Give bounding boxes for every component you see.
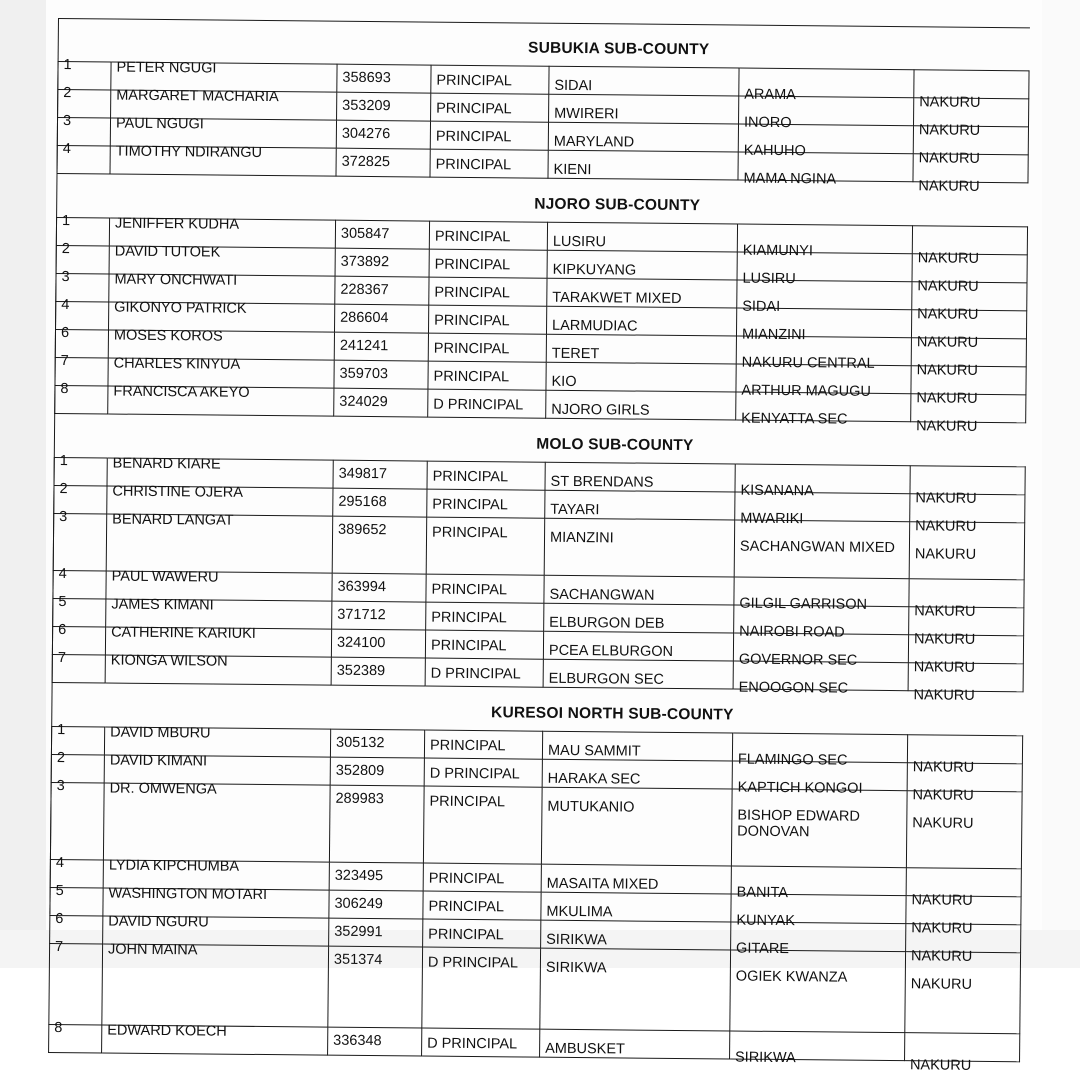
cell-no: 4 <box>62 141 71 158</box>
cell-tsc: 286604 <box>340 309 389 327</box>
cell-county: NAKURU <box>914 603 976 620</box>
cell-tsc: 295168 <box>338 493 387 511</box>
cell-from: HARAKA SEC <box>547 770 641 788</box>
cell-name: FRANCISCA AKEYO <box>113 383 250 401</box>
cell-from: NJORO GIRLS <box>551 401 650 419</box>
cell-from: AMBUSKET <box>545 1040 625 1058</box>
cell-name: CHRISTINE OJERA <box>112 483 244 501</box>
cell-designation: D PRINCIPAL <box>427 954 519 972</box>
cell-no: 1 <box>63 57 72 74</box>
cell-designation: PRINCIPAL <box>434 284 510 302</box>
cell-no: 3 <box>62 113 72 130</box>
cell-to: SIDAI <box>742 298 781 315</box>
cell-to: KISANANA <box>740 482 814 500</box>
cell-county: NAKURU <box>918 122 981 139</box>
cell-no: 6 <box>58 622 67 639</box>
cell-from: MIANZINI <box>549 529 614 547</box>
cell-from: LUSIRU <box>552 233 607 251</box>
cell-tsc: 324029 <box>339 393 388 411</box>
cell-county: NAKURU <box>917 278 979 295</box>
cell-designation: PRINCIPAL <box>436 100 512 118</box>
cell-designation: PRINCIPAL <box>432 468 509 486</box>
cell-name: BENARD KIARE <box>112 455 221 473</box>
cell-to: MWARIKI <box>740 510 804 528</box>
cell-to: NAKURU CENTRAL <box>741 354 875 372</box>
cell-designation: PRINCIPAL <box>429 737 506 755</box>
cell-name: CATHERINE KARIUKI <box>111 624 256 642</box>
cell-from: MARYLAND <box>553 133 635 151</box>
section-title: SUBUKIA SUB-COUNTY <box>528 39 710 59</box>
cell-tsc: 289983 <box>335 790 384 808</box>
cell-tsc: 352809 <box>335 762 385 780</box>
cell-name: LYDIA KIPCHUMBA <box>108 857 240 875</box>
cell-tsc: 324100 <box>336 634 386 652</box>
cell-county: NAKURU <box>913 659 976 676</box>
cell-from: MAU SAMMIT <box>547 742 641 760</box>
cell-from: MWIRERI <box>554 105 619 123</box>
cell-from: LARMUDIAC <box>551 317 638 335</box>
cell-name: GIKONYO PATRICK <box>114 299 247 317</box>
cell-to: SACHANGWAN MIXED <box>739 538 895 557</box>
cell-no: 6 <box>60 325 70 342</box>
cell-county: NAKURU <box>912 815 974 832</box>
cell-from: SIRIKWA <box>545 959 607 977</box>
cell-county: NAKURU <box>916 362 978 379</box>
cell-to: FLAMINGO SEC <box>737 751 848 769</box>
cell-from: KIENI <box>553 161 592 179</box>
cell-tsc: 336348 <box>333 1032 382 1050</box>
cell-to: KIAMUNYI <box>742 242 813 260</box>
cell-no: 1 <box>61 213 71 230</box>
cell-tsc: 389652 <box>338 521 387 539</box>
cell-county: NAKURU <box>916 390 978 407</box>
cell-to: KUNYAK <box>736 912 796 930</box>
cell-designation: PRINCIPAL <box>435 156 512 174</box>
cell-designation: PRINCIPAL <box>433 368 510 386</box>
cell-from: SIRIKWA <box>546 931 607 949</box>
cell-to: INORO <box>743 114 792 132</box>
cell-tsc: 241241 <box>339 337 389 355</box>
cell-designation: PRINCIPAL <box>428 926 504 944</box>
cell-tsc: 372825 <box>341 153 391 171</box>
cell-county: NAKURU <box>910 976 973 993</box>
cell-no: 8 <box>60 381 69 398</box>
cell-designation: PRINCIPAL <box>434 228 511 246</box>
cell-to: KAHUHO <box>743 142 806 160</box>
cell-no: 4 <box>58 566 67 583</box>
cell-name: CHARLES KINYUA <box>113 355 241 373</box>
cell-no: 4 <box>61 297 70 314</box>
cell-name: WASHINGTON MOTARI <box>108 885 268 904</box>
table-row <box>50 783 1023 869</box>
cell-name: EDWARD KOECH <box>107 1022 227 1040</box>
cell-no: 3 <box>56 778 65 795</box>
section-title: KURESOI NORTH SUB-COUNTY <box>491 704 734 724</box>
cell-no: 1 <box>59 453 68 470</box>
cell-name: DR. OMWENGA <box>109 780 217 798</box>
cell-no: 4 <box>55 855 65 872</box>
cell-tsc: 352389 <box>336 662 386 680</box>
cell-county: NAKURU <box>918 150 981 167</box>
cell-to: LUSIRU <box>742 270 796 288</box>
cell-name: MARGARET MACHARIA <box>116 87 279 106</box>
cell-no: 5 <box>58 594 67 611</box>
section-title: MOLO SUB-COUNTY <box>536 435 694 455</box>
cell-from: SIDAI <box>554 77 593 95</box>
cell-designation: PRINCIPAL <box>434 312 510 330</box>
cell-name: JENIFFER KUDHA <box>114 215 240 233</box>
cell-county: NAKURU <box>917 250 980 267</box>
cell-designation: PRINCIPAL <box>431 609 507 627</box>
cell-county: NAKURU <box>912 787 974 804</box>
scan-right-margin <box>1042 0 1080 968</box>
cell-county: NAKURU <box>909 1057 972 1074</box>
cell-county: NAKURU <box>919 94 981 111</box>
cell-designation: PRINCIPAL <box>428 870 505 888</box>
cell-no: 2 <box>59 481 68 498</box>
cell-name: TIMOTHY NDIRANGU <box>115 143 263 161</box>
document-sheet <box>49 18 1030 1074</box>
cell-no: 7 <box>57 650 67 667</box>
cell-county: NAKURU <box>918 178 980 195</box>
cell-to: KAPTICH KONGOI <box>737 779 863 797</box>
cell-tsc: 228367 <box>340 281 389 299</box>
cell-to: MIANZINI <box>741 326 806 344</box>
cell-tsc: 349817 <box>338 465 388 483</box>
cell-county: NAKURU <box>917 306 979 323</box>
cell-from: TERET <box>551 345 600 363</box>
cell-from: ST BRENDANS <box>550 473 654 491</box>
cell-designation: PRINCIPAL <box>434 256 511 274</box>
cell-from: SACHANGWAN <box>549 586 655 604</box>
cell-name: DAVID KIMANI <box>109 752 208 770</box>
cell-from: MASAITA MIXED <box>546 875 659 893</box>
cell-tsc: 352991 <box>334 923 383 941</box>
cell-designation: D PRINCIPAL <box>430 665 521 683</box>
cell-tsc: 351374 <box>333 951 383 969</box>
cell-county: NAKURU <box>911 920 973 937</box>
cell-no: 6 <box>55 911 64 928</box>
cell-designation: PRINCIPAL <box>431 581 508 599</box>
cell-name: JAMES KIMANI <box>111 596 214 614</box>
cell-name: DAVID NGURU <box>108 913 209 931</box>
cell-tsc: 371712 <box>337 606 386 624</box>
cell-from: ELBURGON DEB <box>549 614 665 632</box>
cell-no: 2 <box>56 750 66 767</box>
cell-county: NAKURU <box>912 759 975 776</box>
cell-to: ARTHUR MAGUGU <box>741 382 871 400</box>
cell-to: SIRIKWA <box>734 1049 796 1067</box>
cell-no: 7 <box>55 939 64 956</box>
cell-tsc: 359703 <box>339 365 389 383</box>
cell-name: KIONGA WILSON <box>110 652 228 670</box>
cell-from: TAYARI <box>550 501 600 519</box>
cell-name: DAVID TUTOEK <box>114 243 221 261</box>
cell-no: 7 <box>60 353 69 370</box>
transfer-table <box>48 18 1030 1074</box>
cell-no: 3 <box>59 509 68 526</box>
cell-to: NAIROBI ROAD <box>739 623 845 641</box>
table-row <box>48 944 1021 1034</box>
cell-tsc: 353209 <box>342 97 391 115</box>
cell-designation: PRINCIPAL <box>435 128 512 146</box>
cell-tsc: 305132 <box>335 734 385 752</box>
section-title: NJORO SUB-COUNTY <box>534 195 701 215</box>
table-body <box>48 18 1030 1074</box>
cell-no: 1 <box>57 722 66 739</box>
cell-tsc: 323495 <box>334 867 384 885</box>
cell-name: PAUL WAWERU <box>111 568 219 586</box>
cell-name: BENARD LANGAT <box>112 511 234 529</box>
cell-designation: PRINCIPAL <box>436 72 512 90</box>
cell-name: MOSES KOROS <box>113 327 223 345</box>
cell-no: 8 <box>54 1020 63 1037</box>
cell-from: KIO <box>551 373 577 390</box>
cell-to: MAMA NGINA <box>743 170 837 188</box>
cell-to: KENYATTA SEC <box>741 410 848 428</box>
cell-to: GILGIL GARRISON <box>739 595 868 613</box>
cell-tsc: 304276 <box>341 125 391 143</box>
cell-designation: PRINCIPAL <box>433 340 510 358</box>
cell-to: ENOOGON SEC <box>738 679 849 697</box>
cell-tsc: 373892 <box>340 253 390 271</box>
cell-county: NAKURU <box>913 631 976 648</box>
cell-county: NAKURU <box>916 418 978 435</box>
cell-tsc: 358693 <box>342 69 391 87</box>
cell-no: 2 <box>61 241 70 258</box>
cell-from: MKULIMA <box>546 903 613 921</box>
cell-county: NAKURU <box>915 518 977 535</box>
cell-from: PCEA ELBURGON <box>548 642 674 660</box>
scan-left-margin <box>0 0 46 968</box>
cell-designation: PRINCIPAL <box>428 898 505 916</box>
cell-name: PETER NGUGI <box>116 59 217 77</box>
cell-county: NAKURU <box>910 948 973 965</box>
cell-no: 3 <box>61 269 70 286</box>
cell-tsc: 305847 <box>340 225 390 243</box>
cell-tsc: 363994 <box>337 578 387 596</box>
cell-designation: PRINCIPAL <box>432 496 508 514</box>
cell-tsc: 306249 <box>334 895 383 913</box>
cell-designation: D PRINCIPAL <box>429 765 520 783</box>
cell-from: TARAKWET MIXED <box>552 289 682 307</box>
cell-from: ELBURGON SEC <box>548 670 664 688</box>
cell-name: DAVID MBURU <box>110 724 211 742</box>
cell-county: NAKURU <box>911 892 973 909</box>
cell-name: MARY ONCHWATI <box>114 271 238 289</box>
cell-name: PAUL NGUGI <box>115 115 204 133</box>
cell-county: NAKURU <box>913 687 975 704</box>
cell-to: GITARE <box>736 940 790 958</box>
cell-county: NAKURU <box>915 490 977 507</box>
cell-no: 2 <box>63 85 72 102</box>
cell-designation: PRINCIPAL <box>430 637 507 655</box>
cell-county: NAKURU <box>914 546 977 563</box>
cell-to: GOVERNOR SEC <box>738 651 858 669</box>
cell-to: BISHOP EDWARD DONOVAN <box>737 807 860 841</box>
cell-from: KIPKUYANG <box>552 261 637 279</box>
cell-designation: PRINCIPAL <box>429 793 506 811</box>
cell-to: BANITA <box>736 884 789 902</box>
cell-from: MUTUKANIO <box>547 798 635 816</box>
cell-county: NAKURU <box>916 334 979 351</box>
cell-no: 5 <box>55 883 64 900</box>
cell-to: ARAMA <box>744 86 796 104</box>
cell-designation: PRINCIPAL <box>432 524 508 542</box>
cell-name: JOHN MAINA <box>107 941 198 959</box>
cell-to: OGIEK KWANZA <box>735 968 848 986</box>
cell-designation: D PRINCIPAL <box>433 396 524 414</box>
cell-designation: D PRINCIPAL <box>427 1035 518 1053</box>
